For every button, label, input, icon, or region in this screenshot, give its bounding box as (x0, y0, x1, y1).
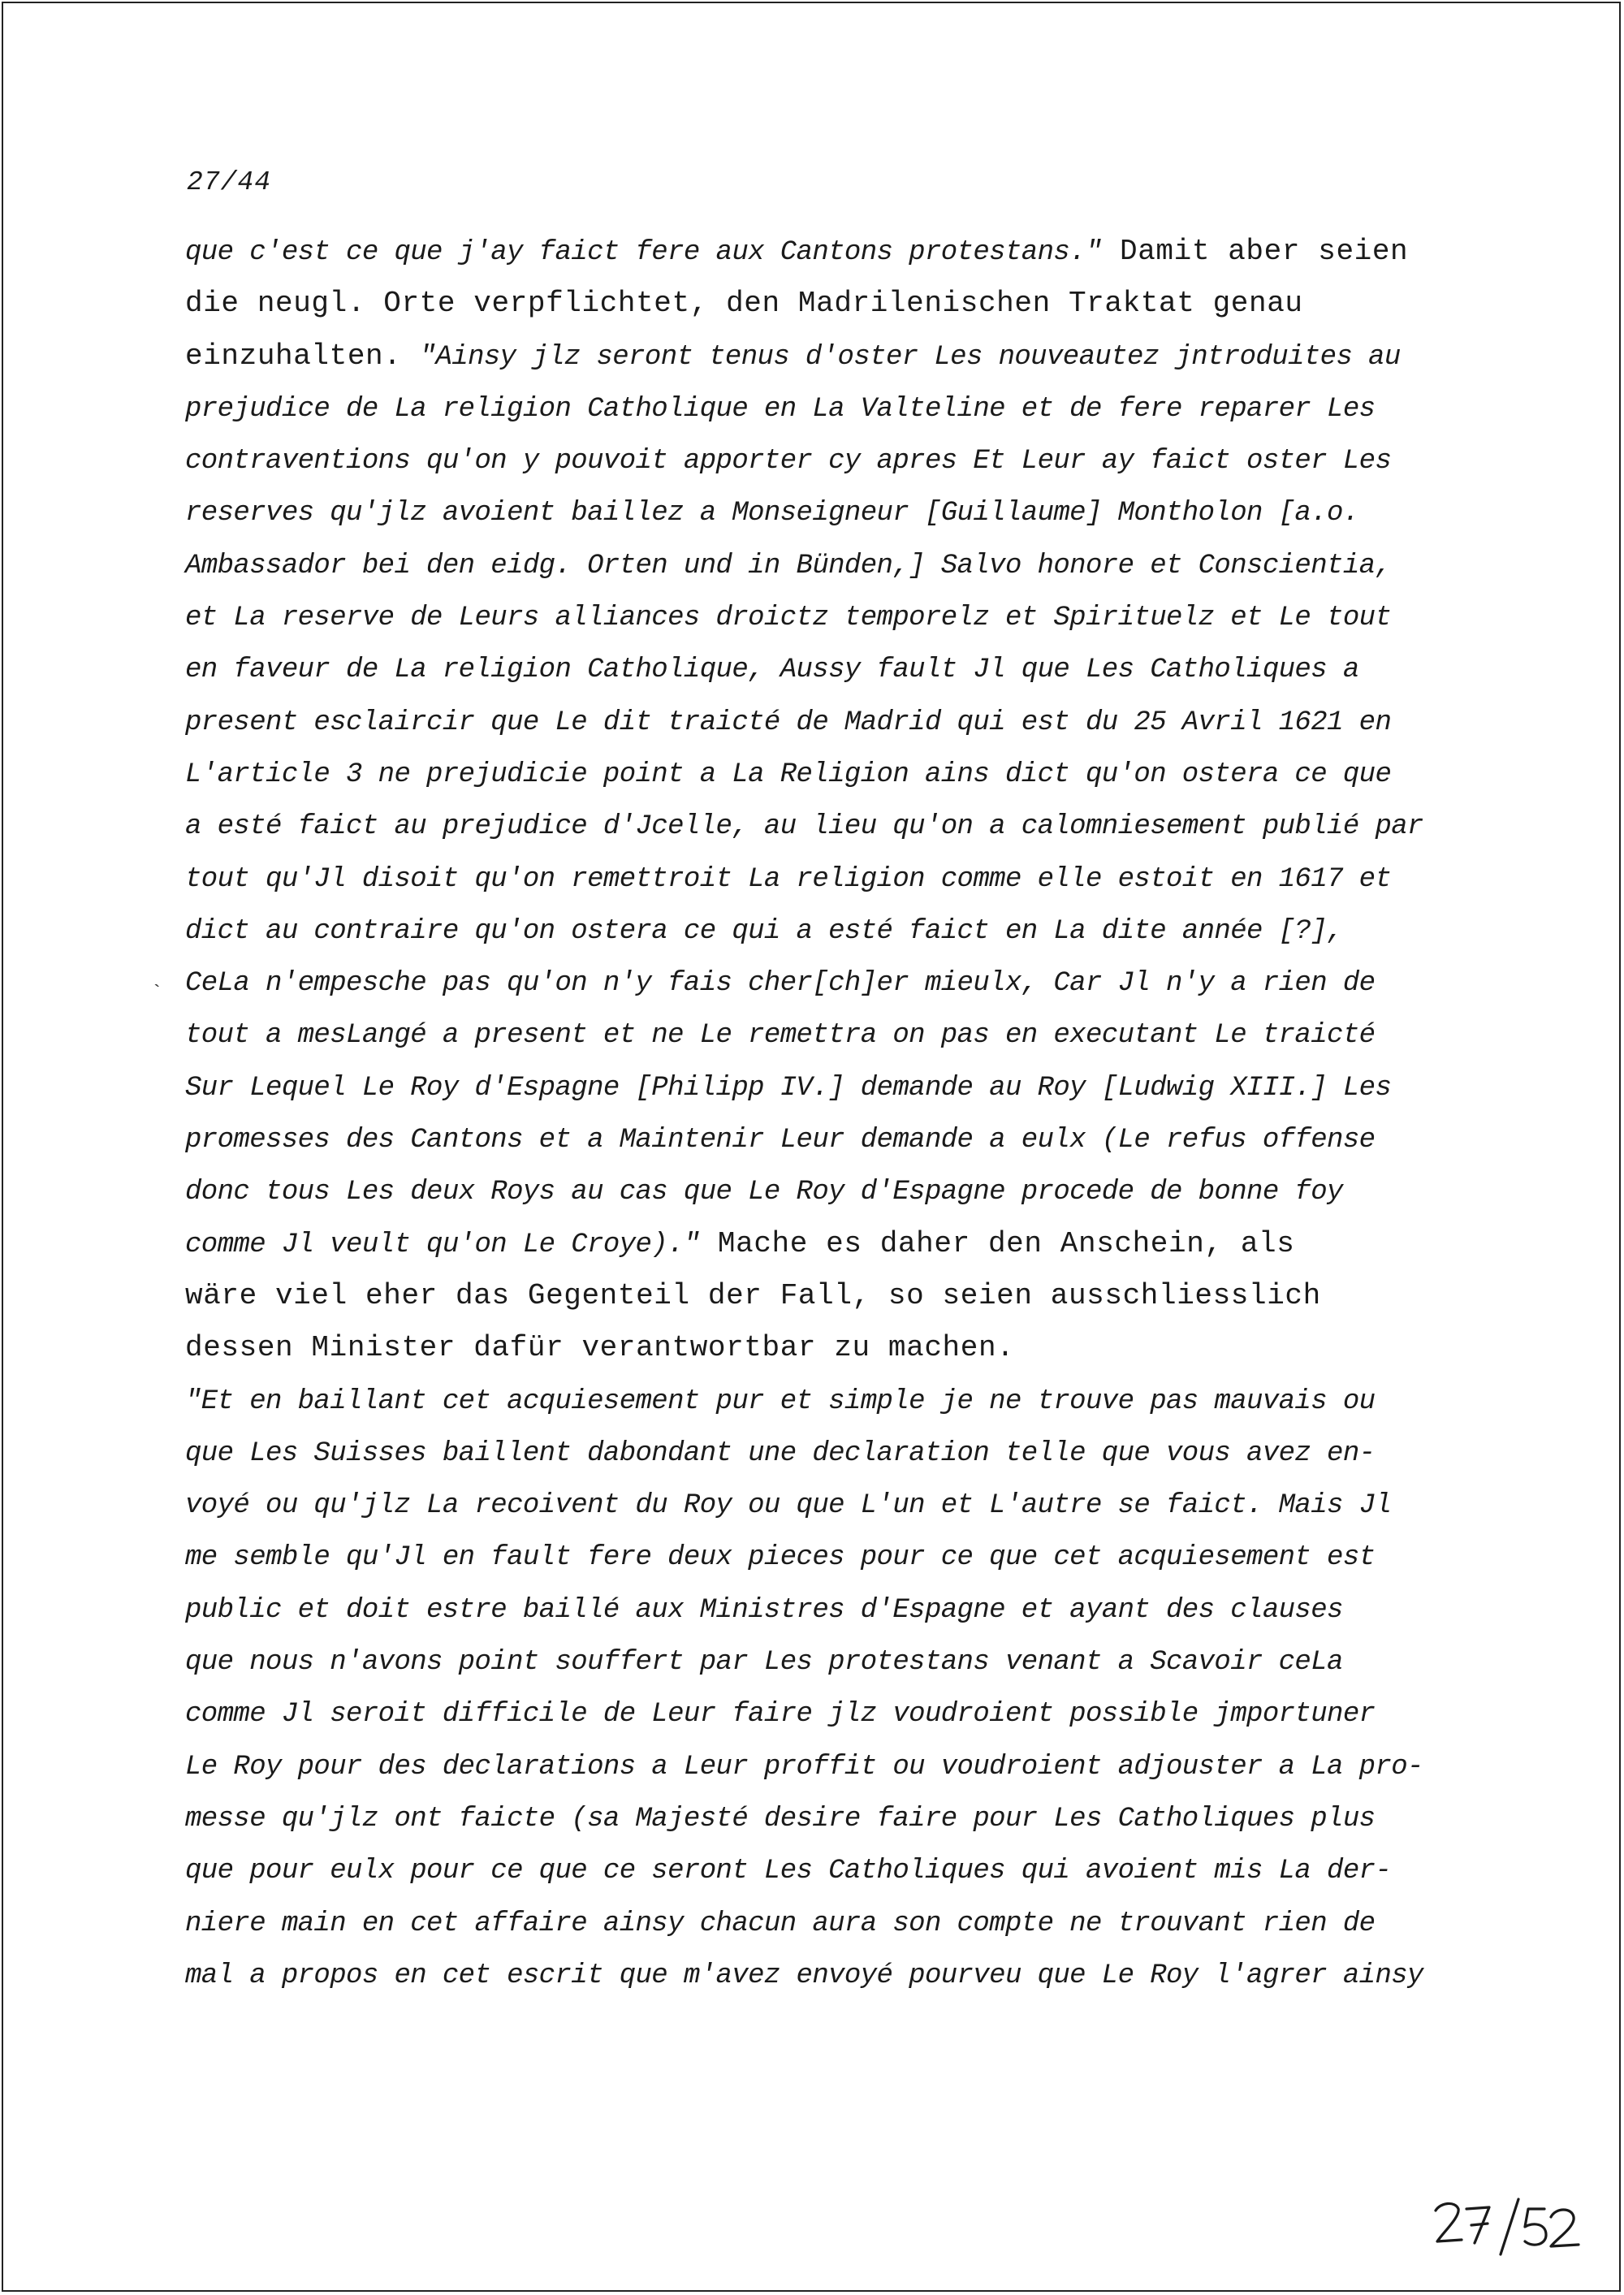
quoted-french-text: messe qu'jlz ont faicte (sa Majesté desire faire pour Les Catholiques plus (185, 1803, 1376, 1835)
text-line (185, 1636, 1468, 1688)
text-line (185, 1270, 1468, 1322)
quoted-french-text: contraventions qu'on y pouvoit apporter cy apres Et Leur ay faict oster Les (185, 446, 1392, 478)
text-line (185, 1897, 1468, 1949)
german-summary-text: wäre viel eher das Gegenteil der Fall, so seien ausschliesslich (185, 1278, 1321, 1312)
text-line (185, 1322, 1468, 1374)
quoted-french-text: en faveur de La religion Catholique, Aussy fault Jl que Les Catholiques a (185, 655, 1359, 686)
quoted-french-text: mal a propos en cet escrit que m'avez envoyé pourveu que Le Roy l'agrer ainsy (185, 1960, 1423, 1991)
text-line (185, 278, 1468, 330)
quoted-french-text: que pour eulx pour ce que ce seront Les Catholiques qui avoient mis La der- (185, 1856, 1392, 1887)
quoted-french-text: tout a mesLangé a present et ne Le remettra on pas en executant Le traicté (185, 1020, 1376, 1052)
text-line (185, 1165, 1468, 1217)
quoted-french-text: CeLa n'empesche pas qu'on n'y fais cher[ch]er mieulx, Car Jl n'y a rien de (185, 968, 1376, 1000)
text-line (185, 331, 1468, 382)
quoted-french-text: donc tous Les deux Roys au cas que Le Roy d'Espagne procede de bonne foy (185, 1177, 1343, 1208)
german-summary-text: Mache es daher den Anschein, als (699, 1226, 1295, 1260)
text-line (185, 905, 1468, 957)
quoted-french-text: que nous n'avons point souffert par Les protestans venant a Scavoir ceLa (185, 1647, 1343, 1679)
text-line (185, 1479, 1468, 1531)
page-number: 27/44 (187, 167, 272, 197)
quoted-french-text: comme Jl veult qu'on Le Croye)." (185, 1229, 700, 1260)
text-line (185, 1113, 1468, 1165)
text-line (185, 1061, 1468, 1113)
german-summary-text: Damit aber seien (1101, 235, 1409, 268)
quoted-french-text: Sur Lequel Le Roy d'Espagne [Philipp IV.] demande au Roy [Ludwig XIII.] Les (185, 1072, 1392, 1104)
text-line (185, 696, 1468, 748)
text-line (185, 1009, 1468, 1061)
text-line (185, 539, 1468, 591)
handwritten-page-stamp (1429, 2193, 1583, 2258)
quoted-french-text: public et doit estre baillé aux Ministres d'Espagne et ayant des clauses (185, 1594, 1343, 1626)
margin-mark: ` (151, 983, 163, 1005)
quoted-french-text: Ambassador bei den eidg. Orten und in Bünden,] Salvo honore et Conscientia, (185, 550, 1392, 581)
quoted-french-text: que Les Suisses baillent dabondant une declaration telle que vous avez en- (185, 1437, 1376, 1469)
text-line (185, 434, 1468, 486)
text-line (185, 591, 1468, 643)
quoted-french-text: me semble qu'Jl en fault fere deux pieces pour ce que cet acquiesement est (185, 1542, 1376, 1574)
quoted-french-text: Le Roy pour des declarations a Leur proffit ou voudroient adjouster a La pro- (185, 1751, 1423, 1783)
text-line (185, 800, 1468, 852)
text-line (185, 486, 1468, 538)
text-line (185, 1844, 1468, 1896)
quoted-french-text: a esté faict au prejudice d'Jcelle, au lieu qu'on a calomniesement publié par (185, 811, 1423, 843)
document-body (185, 226, 1468, 2001)
text-line (185, 643, 1468, 695)
quoted-french-text: tout qu'Jl disoit qu'on remettroit La religion comme elle estoit en 1617 et (185, 863, 1392, 895)
text-line (185, 853, 1468, 905)
text-line (185, 1218, 1468, 1270)
text-line (185, 1740, 1468, 1792)
quoted-french-text: present esclaircir que Le dit traicté de Madrid qui est du 25 Avril 1621 en (185, 707, 1392, 738)
quoted-french-text: comme Jl seroit difficile de Leur faire jlz voudroient possible jmportuner (185, 1699, 1376, 1731)
text-line (185, 1792, 1468, 1844)
quoted-french-text: et La reserve de Leurs alliances droictz temporelz et Spirituelz et Le tout (185, 603, 1392, 634)
text-line (185, 748, 1468, 800)
quoted-french-text: dict au contraire qu'on ostera ce qui a esté faict en La dite année [?], (185, 915, 1343, 947)
german-summary-text: die neugl. Orte verpflichtet, den Madrilenischen Traktat genau (185, 287, 1303, 321)
text-line (185, 1427, 1468, 1479)
quoted-french-text: L'article 3 ne prejudicie point a La Religion ains dict qu'on ostera ce que (185, 759, 1392, 790)
text-line (185, 1688, 1468, 1740)
text-line (185, 1375, 1468, 1427)
quoted-french-text: reserves qu'jlz avoient baillez a Monseigneur [Guillaume] Montholon [a.o. (185, 498, 1359, 529)
text-line (185, 957, 1468, 1009)
text-line (185, 1584, 1468, 1636)
quoted-french-text: promesses des Cantons et a Maintenir Leur demande a eulx (Le refus offense (185, 1125, 1376, 1156)
quoted-french-text: niere main en cet affaire ainsy chacun aura son compte ne trouvant rien de (185, 1908, 1376, 1939)
german-summary-text: einzuhalten. (185, 339, 420, 373)
text-line (185, 1949, 1468, 2001)
quoted-french-text: "Ainsy jlz seront tenus d'oster Les nouveautez jntroduites au (419, 341, 1401, 373)
text-line (185, 226, 1468, 278)
text-line (185, 1531, 1468, 1583)
quoted-french-text: que c'est ce que j'ay faict fere aux Cantons protestans." (185, 237, 1102, 268)
quoted-french-text: prejudice de La religion Catholique en La Valteline et de fere reparer Les (185, 393, 1376, 425)
text-line (185, 382, 1468, 434)
quoted-french-text: "Et en baillant cet acquiesement pur et simple je ne trouve pas mauvais ou (185, 1385, 1376, 1417)
quoted-french-text: voyé ou qu'jlz La recoivent du Roy ou que L'un et L'autre se faict. Mais Jl (185, 1490, 1392, 1522)
german-summary-text: dessen Minister dafür verantwortbar zu machen. (185, 1331, 1015, 1365)
